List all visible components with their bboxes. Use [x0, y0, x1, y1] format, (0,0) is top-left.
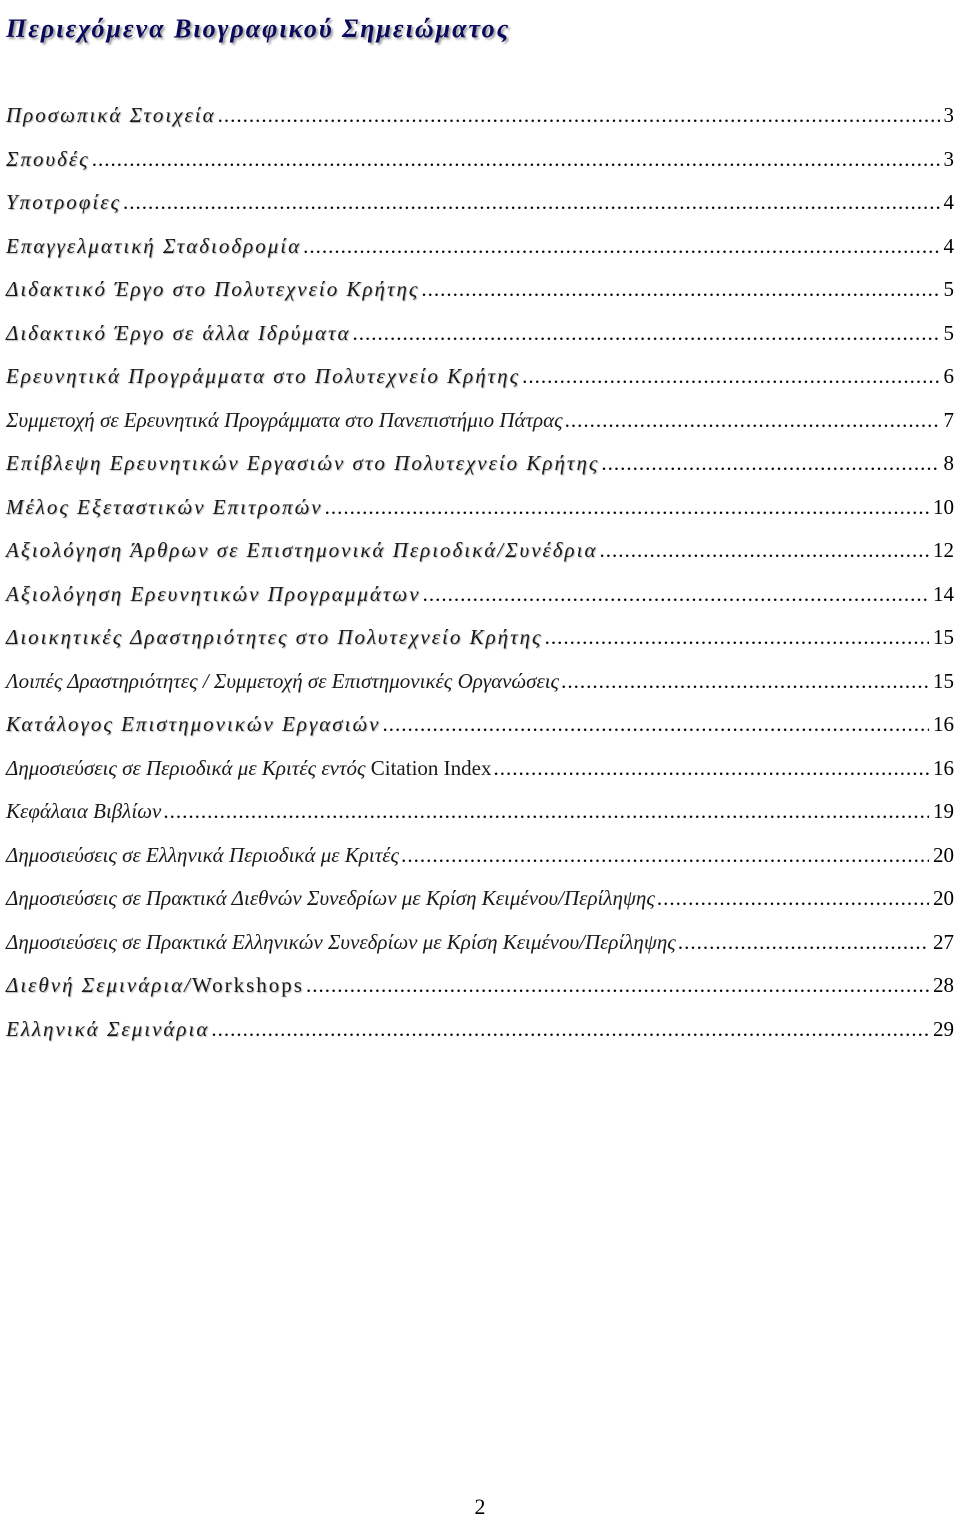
- toc-dot-leader: [163, 790, 929, 834]
- toc-entry[interactable]: [6, 529, 954, 573]
- toc-entry[interactable]: [6, 573, 954, 617]
- toc-entry-label-text: Δημοσιεύσεις σε Πρακτικά Ελληνικών Συνεδρίων με Κρίση Κειμένου/Περίληψης: [6, 929, 676, 954]
- toc-entry-page: 5: [943, 320, 954, 345]
- toc-entry-page: 15: [933, 625, 954, 649]
- toc-entry-page: 29: [933, 1016, 954, 1041]
- toc-title: Περιεχόμενα Βιογραφικού Σημειώματος: [6, 14, 511, 43]
- toc-dot-leader: [545, 616, 929, 660]
- toc-entry-label: [6, 703, 380, 747]
- toc-entry-label-text: Προσωπικά Στοιχεία: [6, 103, 216, 127]
- toc-entry-page: 12: [933, 538, 954, 562]
- toc-entry[interactable]: [6, 355, 954, 399]
- toc-entry[interactable]: [6, 964, 954, 1008]
- toc-entry-page: 16: [933, 755, 954, 780]
- toc-entry[interactable]: [6, 312, 954, 356]
- toc-dot-leader: [657, 877, 929, 921]
- toc-entry-label: [6, 529, 598, 573]
- toc-entry-page: 27: [933, 929, 954, 954]
- toc-entry[interactable]: [6, 181, 954, 225]
- toc-entry-label-text: Διοικητικές Δραστηριότητες στο Πολυτεχνείο Κρήτης: [6, 625, 543, 649]
- toc-entry-label: [6, 181, 121, 225]
- toc-entry[interactable]: [6, 94, 954, 138]
- toc-dot-leader: [218, 94, 940, 138]
- toc-entry-label: [6, 399, 563, 443]
- toc-entry-label: [6, 94, 216, 138]
- toc-entry[interactable]: [6, 268, 954, 312]
- toc-entry[interactable]: [6, 399, 954, 443]
- toc-entry-page: 19: [933, 799, 954, 823]
- toc-entry-label: [6, 660, 559, 704]
- toc-dot-leader: [561, 660, 929, 704]
- toc-entry-label-text: Λοιπές Δραστηριότητες / Συμμετοχή σε Επιστημονικές Οργανώσεις: [6, 668, 560, 693]
- toc-entry[interactable]: [6, 225, 954, 269]
- toc-entry-label-text: Ελληνικά Σεμινάρια: [6, 1016, 210, 1041]
- toc-dot-leader: [565, 399, 940, 443]
- toc-entry[interactable]: [6, 877, 954, 921]
- toc-dot-leader: [353, 312, 940, 356]
- page-number: 2: [474, 1494, 486, 1519]
- toc-entry-label-text: Αξιολόγηση Άρθρων σε Επιστημονικά Περιοδικά/Συνέδρια: [6, 538, 598, 562]
- toc-entry-label: [6, 790, 161, 834]
- toc-entry-label-text: Αξιολόγηση Ερευνητικών Προγραμμάτων: [6, 581, 421, 606]
- toc-entry-label: [6, 442, 599, 486]
- toc-dot-leader: [522, 355, 939, 399]
- toc-entry-page: 3: [943, 146, 954, 171]
- toc-dot-leader: [401, 834, 929, 878]
- toc-entry[interactable]: [6, 138, 954, 182]
- toc-entry[interactable]: [6, 616, 954, 660]
- toc-entry-label: [6, 355, 520, 399]
- toc-entry-label-upright: Citation Index: [365, 755, 492, 780]
- toc-entry-label-text: Διεθνή Σεμινάρια/: [6, 973, 192, 997]
- toc-dot-leader: [678, 921, 929, 965]
- toc-dot-leader: [211, 1008, 929, 1052]
- toc-entry[interactable]: [6, 747, 954, 791]
- toc-entry-page: 6: [943, 364, 954, 388]
- toc-entry-label: [6, 138, 90, 182]
- toc-entry-label: [6, 268, 419, 312]
- toc-entry-label: [6, 573, 421, 617]
- toc-entry-label-text: Κεφάλαια Βιβλίων: [6, 799, 162, 823]
- toc-entry-label: [6, 312, 351, 356]
- toc-entry-label-text: Δημοσιεύσεις σε Ελληνικά Περιοδικά με Κριτές: [6, 842, 400, 867]
- toc-entry[interactable]: [6, 486, 954, 530]
- toc-entry-label: [6, 486, 323, 530]
- toc-entry-page: 28: [933, 973, 954, 997]
- toc-dot-leader: [123, 181, 939, 225]
- toc-dot-leader: [303, 225, 939, 269]
- toc-entry-page: 14: [933, 581, 954, 606]
- toc-entry[interactable]: [6, 921, 954, 965]
- toc-dot-leader: [601, 442, 939, 486]
- toc-entry-page: 20: [933, 886, 954, 910]
- toc-entry-label-upright: Workshops: [191, 973, 304, 997]
- toc-entry-label: [6, 964, 304, 1008]
- toc-entry-label: [6, 225, 301, 269]
- toc-dot-leader: [493, 747, 929, 791]
- toc-entry-label-text: Ερευνητικά Προγράμματα στο Πολυτεχνείο Κρήτης: [6, 364, 521, 388]
- toc-entry-label: [6, 747, 491, 791]
- toc-entry-page: 7: [943, 407, 954, 432]
- toc-entry[interactable]: [6, 703, 954, 747]
- toc-entry-label-text: Σπουδές: [6, 146, 90, 171]
- toc-entry[interactable]: [6, 1008, 954, 1052]
- toc-entry[interactable]: [6, 834, 954, 878]
- toc-entry-page: 4: [943, 190, 954, 214]
- toc-dot-leader: [92, 138, 940, 182]
- toc-entry-label-text: Συμμετοχή σε Ερευνητικά Προγράμματα στο Πανεπιστήμιο Πάτρας: [6, 407, 563, 432]
- toc-entry-label: [6, 616, 543, 660]
- toc-entry-label-text: Επαγγελματική Σταδιοδρομία: [6, 233, 302, 258]
- toc-entry-label-text: Διδακτικό Έργο σε άλλα Ιδρύματα: [6, 320, 351, 345]
- toc-entry[interactable]: [6, 660, 954, 704]
- toc-entry[interactable]: [6, 790, 954, 834]
- toc-entry-label: [6, 877, 655, 921]
- toc-entry-label-text: Διδακτικό Έργο στο Πολυτεχνείο Κρήτης: [6, 277, 420, 301]
- toc-entry-page: 20: [933, 842, 954, 867]
- table-of-contents: [6, 94, 954, 1051]
- toc-entry-page: 10: [933, 494, 954, 519]
- toc-entry-page: 8: [943, 451, 954, 475]
- toc-entry-label: [6, 921, 676, 965]
- toc-dot-leader: [382, 703, 929, 747]
- toc-entry-label: [6, 834, 399, 878]
- toc-entry-label-text: Μέλος Εξεταστικών Επιτροπών: [6, 494, 323, 519]
- toc-dot-leader: [423, 573, 929, 617]
- toc-entry-label-text: Επίβλεψη Ερευνητικών Εργασιών στο Πολυτεχνείο Κρήτης: [6, 451, 600, 475]
- toc-entry[interactable]: [6, 442, 954, 486]
- toc-entry-page: 16: [933, 712, 954, 736]
- toc-dot-leader: [421, 268, 939, 312]
- toc-dot-leader: [306, 964, 929, 1008]
- toc-entry-label-text: Κατάλογος Επιστημονικών Εργασιών: [6, 712, 381, 736]
- toc-entry-label: [6, 1008, 209, 1052]
- toc-entry-page: 3: [943, 103, 954, 127]
- toc-entry-page: 4: [943, 233, 954, 258]
- toc-entry-label-text: Δημοσιεύσεις σε Περιοδικά με Κριτές εντός: [6, 755, 366, 780]
- toc-entry-label-text: Δημοσιεύσεις σε Πρακτικά Διεθνών Συνεδρίων με Κρίση Κειμένου/Περίληψης: [6, 886, 655, 910]
- toc-entry-label-text: Υποτροφίες: [6, 190, 122, 214]
- toc-entry-page: 15: [933, 668, 954, 693]
- toc-dot-leader: [600, 529, 930, 573]
- toc-dot-leader: [325, 486, 929, 530]
- toc-entry-page: 5: [943, 277, 954, 301]
